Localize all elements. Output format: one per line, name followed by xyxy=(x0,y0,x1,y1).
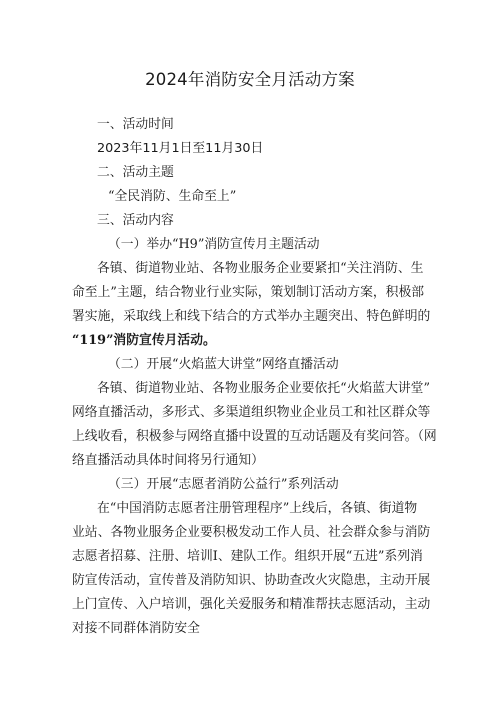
item3-line: 上门宣传、入户培训，强化关爱服务和精准帮扶志愿活动，主动 xyxy=(72,597,431,612)
item2-heading: （二）开展“火焰蓝大讲堂”网络直播活动 xyxy=(108,357,339,372)
item1-line: 命至上”主题，结合物业行业实际，策划制订活动方案，积极部 xyxy=(72,285,425,300)
item3-line: 对接不同群体消防安全 xyxy=(72,621,200,636)
item3-line: 防宣传活动，宣传普及消防知识、协助查改火灾隐患，主动开展 xyxy=(72,573,431,588)
section-heading-content: 三、活动内容 xyxy=(97,213,174,228)
item1-line: 各镇、街道物业站、各物业服务企业要紧扣“关注消防、生 xyxy=(97,261,424,276)
section-heading-theme: 二、活动主题 xyxy=(97,165,174,180)
item3-line: 志愿者招募、注册、培训I、建队工作。组织开展“五进”系列消 xyxy=(72,549,423,564)
document-title: 2024年消防安全月活动方案 xyxy=(145,70,355,89)
activity-theme-value: “全民消防、生命至上” xyxy=(108,189,237,204)
item3-line: 在“中国消防志愿者注册管理程序”上线后，各镇、街道物 xyxy=(97,501,418,516)
item2-line: 络直播活动具体时间将另行通知） xyxy=(72,453,264,468)
item1-line: “119”消防宣传月活动。 xyxy=(72,333,216,348)
item2-line: 上线收看，积极参与网络直播中设置的互动话题及有奖问答。（网 xyxy=(72,429,437,444)
item2-line: 各镇、街道物业站、各物业服务企业要依托“火焰蓝大讲堂” xyxy=(97,381,431,396)
item1-line: 署实施，采取线上和线下结合的方式举办主题突出、特色鲜明的 xyxy=(72,309,431,324)
section-heading-time: 一、活动时间 xyxy=(97,117,174,132)
item2-line: 网络直播活动，多形式、多渠道组织物业企业员工和社区群众等 xyxy=(72,405,431,420)
item3-line: 业站、各物业服务企业要积极发动工作人员、社会群众参与消防 xyxy=(72,525,431,540)
item3-heading: （三）开展“志愿者消防公益行”系列活动 xyxy=(108,477,339,492)
activity-time-value: 2023年11月1日至11月30日 xyxy=(97,141,264,156)
item1-heading: （一）举办“H9”消防宣传月主题活动 xyxy=(108,237,320,252)
